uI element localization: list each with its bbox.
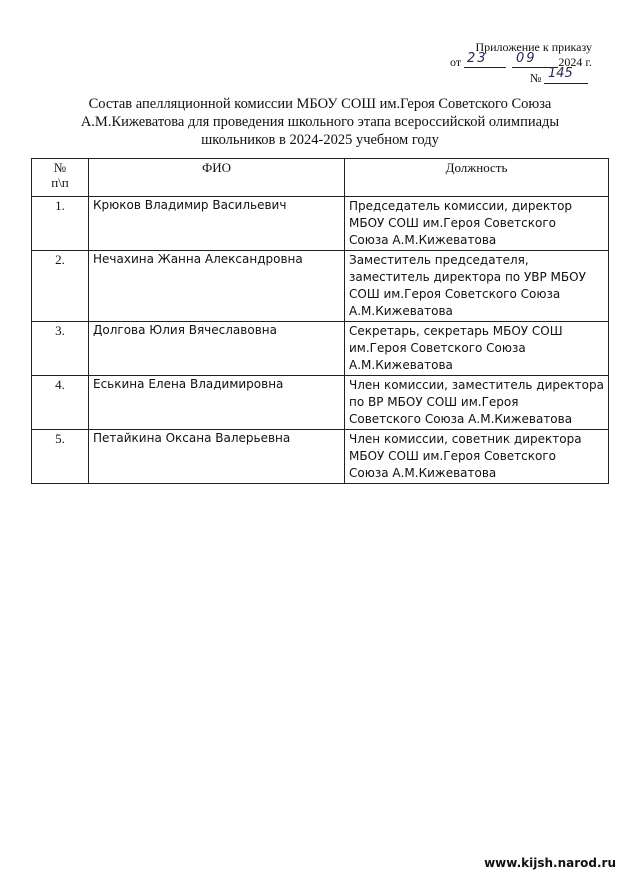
table-header-row [32,159,609,197]
row-position [345,322,609,376]
annex-number-label: № [530,71,542,85]
position-line: Председатель комиссии, директор [349,199,573,213]
header-number [32,159,89,197]
row-position [345,251,609,322]
position-line: Член комиссии, заместитель директора [349,378,604,392]
annex-header [402,40,592,86]
heading-line-2: А.М.Кижеватова для проведения школьного этапа всероссийской олимпиады [80,114,560,130]
number-underline [544,83,588,84]
row-number: 1. [32,197,89,251]
row-number: 5. [32,430,89,484]
header-number-line-1: № [53,160,67,175]
committee-table [31,158,609,484]
watermark-url: www.kijsh.narod.ru [484,856,616,870]
row-name: Еськина Елена Владимировна [89,376,345,430]
position-line: Союза А.М.Кижеватова [349,233,497,247]
header-number-line-2: п\п [51,175,69,190]
row-position [345,430,609,484]
row-number: 4. [32,376,89,430]
row-position [345,376,609,430]
row-position [345,197,609,251]
position-line: А.М.Кижеватова [349,304,453,318]
position-line: им.Героя Советского Союза [349,341,526,355]
annex-date-year: 2024 г. [558,55,592,69]
position-line: Союза А.М.Кижеватова [349,466,497,480]
table-row [32,251,609,322]
position-line: Секретарь, секретарь МБОУ СОШ [349,324,563,338]
row-name: Нечахина Жанна Александровна [89,251,345,322]
heading-line-1: Состав апелляционной комиссии МБОУ СОШ им.Героя Советского Союза [88,96,552,112]
position-line: А.М.Кижеватова [349,358,453,372]
row-name: Долгова Юлия Вячеславовна [89,322,345,376]
position-line: Советского Союза А.М.Кижеватова [349,412,573,426]
annex-date-day-handwritten: 23 [467,51,488,66]
table-row [32,430,609,484]
table-row [32,322,609,376]
row-number: 3. [32,322,89,376]
row-name: Крюков Владимир Васильевич [89,197,345,251]
row-number: 2. [32,251,89,322]
header-name: ФИО [89,159,345,197]
annex-date-prefix: от [450,55,462,69]
row-name: Петайкина Оксана Валерьевна [89,430,345,484]
annex-number-handwritten: 145 [548,66,573,81]
position-line: Заместитель председателя, [349,253,529,267]
position-line: МБОУ СОШ им.Героя Советского [349,449,556,463]
position-line: по ВР МБОУ СОШ им.Героя [349,395,519,409]
annex-date-month-handwritten: 09 [516,51,537,66]
annex-title: Приложение к приказу [475,40,592,54]
table-row [32,197,609,251]
position-line: заместитель директора по УВР МБОУ [349,270,586,284]
annex-number [402,66,592,86]
position-line: МБОУ СОШ им.Героя Советского [349,216,556,230]
date-day-underline [464,67,506,68]
document-heading [60,95,580,149]
header-position: Должность [345,159,609,197]
table-row [32,376,609,430]
heading-line-3: школьников в 2024-2025 учебном году [201,132,439,148]
position-line: СОШ им.Героя Советского Союза [349,287,561,301]
position-line: Член комиссии, советник директора [349,432,582,446]
